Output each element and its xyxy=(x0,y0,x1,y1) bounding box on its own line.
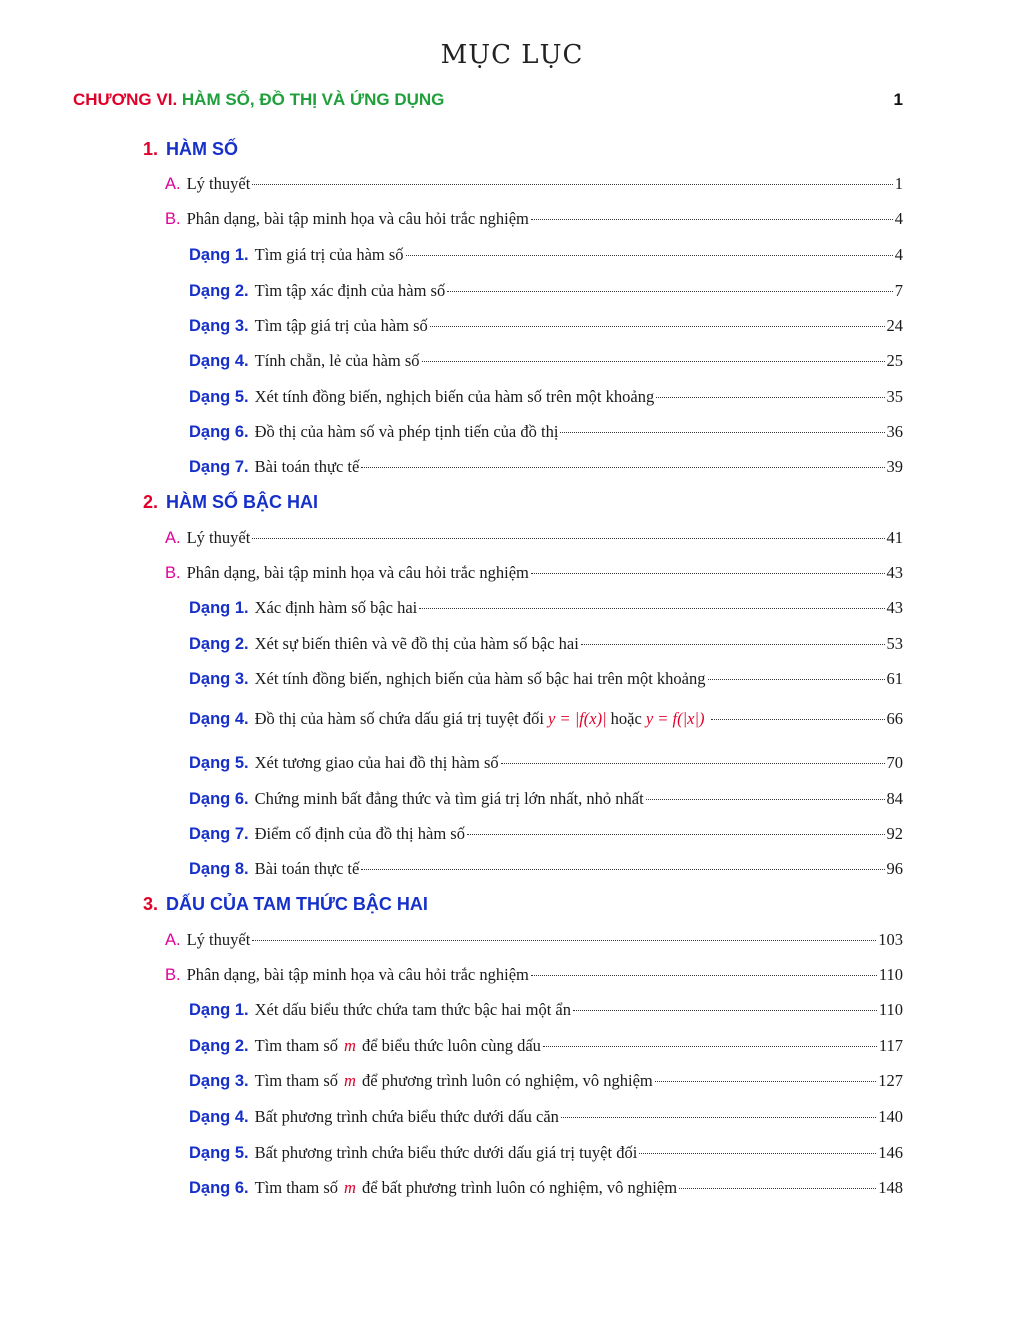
entry-text: Xét tính đồng biến, nghịch biến của hàm số bậc hai trên một khoảng xyxy=(254,669,706,688)
entry-letter: A. xyxy=(165,931,181,949)
entry-page: 110 xyxy=(878,1000,903,1019)
section-title: HÀM SỐ xyxy=(166,139,239,159)
variable-m: m xyxy=(344,1036,356,1055)
entry-text: để biểu thức luôn cùng dấu xyxy=(361,1036,541,1055)
toc-entry-dang[interactable] xyxy=(189,859,903,883)
entry-page: 96 xyxy=(886,859,903,878)
entry-letter: B. xyxy=(165,966,181,984)
entry-letter: A. xyxy=(165,175,181,193)
dang-label: Dạng 6. xyxy=(189,790,249,808)
entry-text: Tìm tham số xyxy=(254,1178,339,1197)
entry-page: 61 xyxy=(886,669,903,688)
dang-label: Dạng 8. xyxy=(189,860,249,878)
entry-text: Lý thuyết xyxy=(186,930,251,949)
chapter-heading[interactable] xyxy=(73,90,903,116)
entry-text: Xét dấu biểu thức chứa tam thức bậc hai một ẩn xyxy=(254,1000,571,1019)
entry-page: 35 xyxy=(886,387,903,406)
dot-leader xyxy=(708,679,885,680)
entry-text: Đồ thị của hàm số chứa dấu giá trị tuyệt đối xyxy=(254,709,544,728)
dang-label: Dạng 4. xyxy=(189,352,249,370)
dot-leader xyxy=(252,538,884,539)
entry-text: Điểm cố định của đồ thị hàm số xyxy=(254,824,465,843)
entry-letter: A. xyxy=(165,529,181,547)
dot-leader xyxy=(656,397,884,398)
toc-entry-dang[interactable] xyxy=(189,245,903,269)
entry-letter: B. xyxy=(165,564,181,582)
dot-leader xyxy=(501,763,885,764)
formula-abs-fx: y = |f(x)| xyxy=(547,709,607,728)
dot-leader xyxy=(639,1153,876,1154)
dang-label: Dạng 3. xyxy=(189,1072,249,1090)
entry-page: 110 xyxy=(878,965,903,984)
entry-page: 24 xyxy=(886,316,903,335)
dang-label: Dạng 3. xyxy=(189,670,249,688)
entry-text: để phương trình luôn có nghiệm, vô nghiệm xyxy=(361,1071,653,1090)
dot-leader xyxy=(467,834,885,835)
dang-label: Dạng 4. xyxy=(189,710,249,728)
dot-leader xyxy=(406,255,893,256)
entry-text: Bất phương trình chứa biểu thức dưới dấu giá trị tuyệt đối xyxy=(254,1143,638,1162)
dang-label: Dạng 7. xyxy=(189,458,249,476)
dot-leader xyxy=(447,291,893,292)
entry-text: Tính chẵn, lẻ của hàm số xyxy=(254,351,420,370)
section-heading[interactable] xyxy=(143,492,318,518)
variable-m: m xyxy=(344,1178,356,1197)
entry-text: Tìm tập giá trị của hàm số xyxy=(254,316,428,335)
toc-entry-dang[interactable] xyxy=(189,1000,903,1024)
entry-page: 25 xyxy=(886,351,903,370)
toc-entry-dang[interactable] xyxy=(189,1107,903,1131)
dang-label: Dạng 6. xyxy=(189,423,249,441)
entry-text: Phân dạng, bài tập minh họa và câu hỏi trắc nghiệm xyxy=(186,965,529,984)
dot-leader xyxy=(655,1081,877,1082)
toc-entry-dang[interactable] xyxy=(189,316,903,340)
toc-entry-dang[interactable] xyxy=(189,1178,903,1202)
entry-page: 43 xyxy=(886,598,903,617)
dot-leader xyxy=(419,608,884,609)
section-number: 1. xyxy=(143,139,159,159)
dot-leader xyxy=(252,184,892,185)
entry-text: Xác định hàm số bậc hai xyxy=(254,598,418,617)
toc-entry-dang[interactable] xyxy=(189,351,903,375)
chapter-label: CHƯƠNG VI. xyxy=(73,90,178,109)
dot-leader xyxy=(361,467,884,468)
entry-text: hoặc xyxy=(610,709,642,728)
toc-entry-dang[interactable] xyxy=(189,1143,903,1167)
entry-text: Phân dạng, bài tập minh họa và câu hỏi trắc nghiệm xyxy=(186,209,529,228)
dang-label: Dạng 5. xyxy=(189,388,249,406)
entry-text: Xét sự biến thiên và vẽ đồ thị của hàm số bậc hai xyxy=(254,634,579,653)
toc-entry-dang[interactable] xyxy=(189,709,903,733)
dang-label: Dạng 1. xyxy=(189,599,249,617)
chapter-page: 1 xyxy=(893,90,903,109)
toc-entry-theory[interactable] xyxy=(165,930,903,954)
dang-label: Dạng 1. xyxy=(189,246,249,264)
toc-entry-dang[interactable] xyxy=(189,1036,903,1060)
toc-entry-dang[interactable] xyxy=(189,457,903,481)
dang-label: Dạng 1. xyxy=(189,1001,249,1019)
toc-entry-dang[interactable] xyxy=(189,422,903,446)
toc-entry-dang[interactable] xyxy=(189,824,903,848)
chapter-title: HÀM SỐ, ĐỒ THỊ VÀ ỨNG DỤNG xyxy=(181,90,445,109)
section-title: HÀM SỐ BẬC HAI xyxy=(166,492,319,512)
toc-entry-dang[interactable] xyxy=(189,753,903,777)
entry-page: 41 xyxy=(886,528,903,547)
dang-label: Dạng 2. xyxy=(189,635,249,653)
entry-text: Lý thuyết xyxy=(186,174,251,193)
entry-page: 53 xyxy=(886,634,903,653)
dang-label: Dạng 5. xyxy=(189,754,249,772)
dot-leader xyxy=(573,1010,877,1011)
entry-page: 127 xyxy=(878,1071,903,1090)
entry-page: 146 xyxy=(878,1143,903,1162)
dang-label: Dạng 2. xyxy=(189,282,249,300)
section-heading[interactable] xyxy=(143,894,428,920)
entry-text: Tìm tham số xyxy=(254,1071,339,1090)
entry-text: Lý thuyết xyxy=(186,528,251,547)
dot-leader xyxy=(561,1117,876,1118)
toc-entry-theory[interactable] xyxy=(165,528,903,552)
toc-entry-dang[interactable] xyxy=(189,669,903,693)
dot-leader xyxy=(252,940,876,941)
toc-entry-exercises[interactable] xyxy=(165,965,903,989)
dot-leader xyxy=(581,644,885,645)
dot-leader xyxy=(543,1046,877,1047)
dot-leader xyxy=(711,719,885,720)
entry-page: 140 xyxy=(878,1107,903,1126)
section-number: 3. xyxy=(143,894,159,914)
entry-text: Tìm tham số xyxy=(254,1036,339,1055)
toc-entry-dang[interactable] xyxy=(189,281,903,305)
toc-entry-dang[interactable] xyxy=(189,789,903,813)
entry-text: Bài toán thực tế xyxy=(254,457,360,476)
dot-leader xyxy=(531,219,893,220)
section-heading[interactable] xyxy=(143,139,238,165)
dang-label: Dạng 7. xyxy=(189,825,249,843)
entry-page: 36 xyxy=(886,422,903,441)
toc-entry-dang[interactable] xyxy=(189,598,903,622)
toc-entry-dang[interactable] xyxy=(189,1071,903,1095)
dot-leader xyxy=(430,326,885,327)
entry-page: 103 xyxy=(878,930,903,949)
toc-entry-exercises[interactable] xyxy=(165,563,903,587)
entry-page: 84 xyxy=(886,789,903,808)
toc-entry-dang[interactable] xyxy=(189,634,903,658)
entry-text: Chứng minh bất đẳng thức và tìm giá trị lớn nhất, nhỏ nhất xyxy=(254,789,644,808)
dot-leader xyxy=(646,799,885,800)
dot-leader xyxy=(361,869,884,870)
toc-entry-dang[interactable] xyxy=(189,387,903,411)
entry-text: Phân dạng, bài tập minh họa và câu hỏi trắc nghiệm xyxy=(186,563,529,582)
page-title: MỤC LỤC xyxy=(440,40,584,70)
entry-letter: B. xyxy=(165,210,181,228)
entry-text: Tìm giá trị của hàm số xyxy=(254,245,404,264)
entry-text: Đồ thị của hàm số và phép tịnh tiến của đồ thị xyxy=(254,422,559,441)
dot-leader xyxy=(422,361,885,362)
entry-text: Tìm tập xác định của hàm số xyxy=(254,281,446,300)
dot-leader xyxy=(531,573,885,574)
section-number: 2. xyxy=(143,492,159,512)
entry-page: 148 xyxy=(878,1178,903,1197)
toc-entry-theory[interactable] xyxy=(165,174,903,198)
dang-label: Dạng 3. xyxy=(189,317,249,335)
entry-text: Xét tính đồng biến, nghịch biến của hàm số trên một khoảng xyxy=(254,387,655,406)
toc-entry-exercises[interactable] xyxy=(165,209,903,233)
entry-text: Xét tương giao của hai đồ thị hàm số xyxy=(254,753,499,772)
dot-leader xyxy=(679,1188,876,1189)
entry-page: 70 xyxy=(886,753,903,772)
entry-page: 7 xyxy=(894,281,903,300)
entry-page: 4 xyxy=(894,245,903,264)
entry-page: 4 xyxy=(894,209,903,228)
entry-page: 117 xyxy=(878,1036,903,1055)
entry-text: Bất phương trình chứa biểu thức dưới dấu căn xyxy=(254,1107,559,1126)
dang-label: Dạng 5. xyxy=(189,1144,249,1162)
entry-page: 66 xyxy=(886,709,903,728)
dot-leader xyxy=(531,975,877,976)
formula-f-abs-x: y = f(|x|) xyxy=(645,709,705,728)
entry-page: 1 xyxy=(894,174,903,193)
entry-text: Bài toán thực tế xyxy=(254,859,360,878)
dang-label: Dạng 2. xyxy=(189,1037,249,1055)
variable-m: m xyxy=(344,1071,356,1090)
dang-label: Dạng 6. xyxy=(189,1179,249,1197)
dang-label: Dạng 4. xyxy=(189,1108,249,1126)
entry-text: để bất phương trình luôn có nghiệm, vô nghiệm xyxy=(361,1178,678,1197)
entry-page: 92 xyxy=(886,824,903,843)
entry-page: 39 xyxy=(886,457,903,476)
dot-leader xyxy=(560,432,884,433)
section-title: DẤU CỦA TAM THỨC BẬC HAI xyxy=(166,894,428,914)
entry-page: 43 xyxy=(886,563,903,582)
